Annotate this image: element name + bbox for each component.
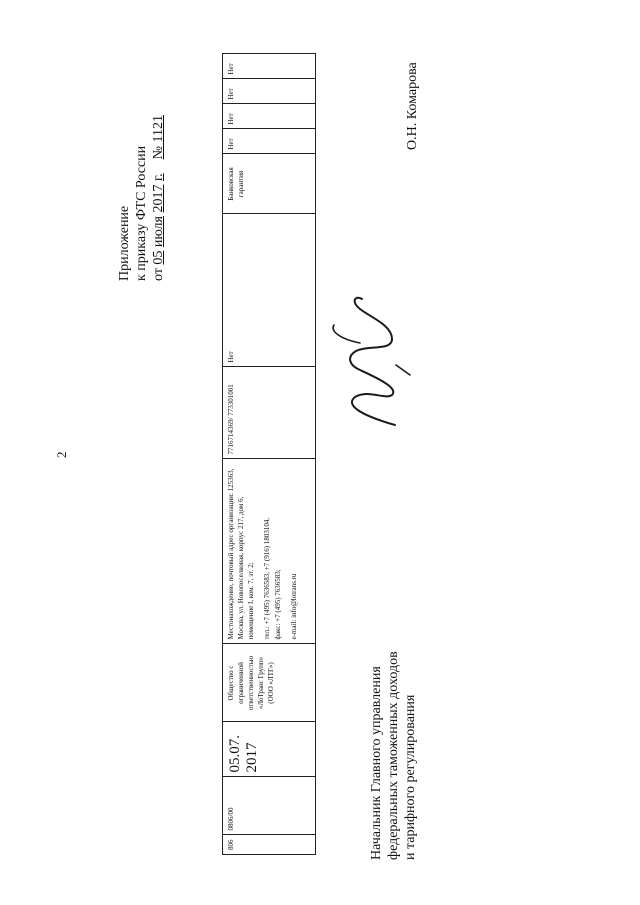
contact-email: e-mail: info@lotrans.ru: [290, 573, 298, 640]
appendix-order-reference: к приказу ФТС России: [134, 145, 149, 281]
cell-guarantee: Банковская гарантия: [223, 154, 316, 214]
signoff-name: О.Н. Комарова: [405, 62, 420, 150]
date-month: июля: [151, 216, 166, 248]
appendix-date-line: [150, 115, 167, 281]
cell-inn-kpp: 7716714369/ 773301001: [223, 367, 316, 459]
signature-icon: [300, 285, 450, 435]
cell-reg-number: 0806/00: [223, 777, 316, 835]
signoff-title-line2: федеральных таможенных доходов: [386, 651, 401, 860]
cell-col-c: Нет: [223, 79, 316, 104]
date-year: 2017: [151, 184, 166, 213]
cell-date-included: 05.07. 2017: [223, 722, 316, 777]
contact-address: Местонахождение, почтовый адрес организации: 125363, Москва, ул. Новопоселковая, корпус 217, дом 6, помещение I, ком. 7, эт. 2;: [227, 468, 255, 640]
appendix-title: Приложение: [117, 205, 132, 281]
table-row: [223, 54, 316, 855]
date-day: 05: [151, 250, 166, 265]
cell-col-a: Нет: [223, 129, 316, 154]
date-suffix: г.: [151, 173, 166, 182]
signoff-title: [368, 651, 419, 860]
registry-table: [222, 54, 316, 856]
signoff-title-line1: Начальник Главного управления: [369, 666, 384, 860]
cell-seq: 806: [223, 835, 316, 855]
date-prefix: от: [151, 268, 166, 281]
cell-net: Нет: [223, 214, 316, 367]
cell-contacts: [223, 459, 316, 644]
cell-col-d: Нет: [223, 54, 316, 79]
page-number: 2: [54, 451, 69, 458]
cell-org-name: Общество с ограниченной ответственностью «ЛоТранс Групп» (ООО «ЛТГ»): [223, 644, 316, 722]
contact-fax: факс: +7 (495) 7636583;: [274, 569, 282, 640]
appendix-header: [116, 115, 167, 281]
cell-col-b: Нет: [223, 104, 316, 129]
contact-phone: тел.: +7 (495) 7636583, +7 (916) 1803104,: [263, 517, 271, 640]
signoff-title-line3: и тарифного регулирования: [403, 694, 418, 860]
order-number: № 1121: [151, 115, 166, 160]
